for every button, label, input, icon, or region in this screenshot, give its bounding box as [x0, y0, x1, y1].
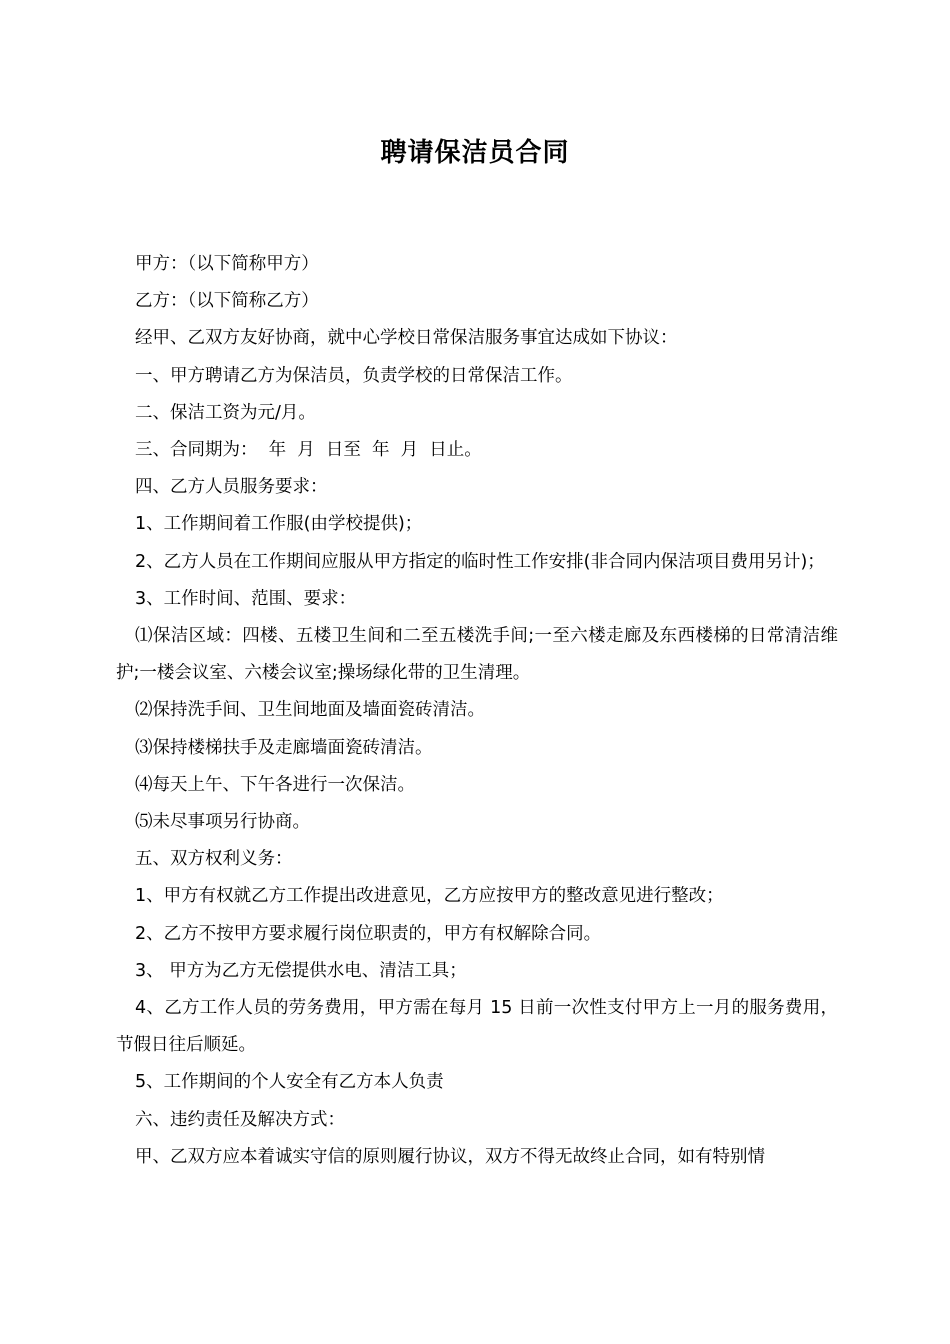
clause-1: 一、甲方聘请乙方为保洁员，负责学校的日常保洁工作。 [135, 365, 573, 386]
clause-4-item-3: 3、工作时间、范围、要求： [135, 588, 357, 609]
clause-5-item-3: 3、 甲方为乙方无偿提供水电、清洁工具； [135, 960, 467, 981]
clause-4-sub-1: ⑴保洁区域：四楼、五楼卫生间和二至五楼洗手间;一至六楼走廊及东西楼梯的日常清洁维护;一楼会议室、六楼会议室;操场绿化带的卫生清理。 [116, 626, 838, 684]
clause-3: 三、合同期为： 年 月 日至 年 月 日止。 [135, 440, 482, 461]
party-b-line: 乙方：（以下简称乙方） [135, 291, 319, 312]
clause-2: 二、保洁工资为元/月。 [135, 402, 316, 423]
clause-5-item-1: 1、甲方有权就乙方工作提出改进意见，乙方应按甲方的整改意见进行整改； [135, 886, 724, 907]
clause-5-item-4: 4、乙方工作人员的劳务费用，甲方需在每月 15 日前一次性支付甲方上一月的服务费用，节假日往后顺延。 [116, 998, 838, 1056]
document-body [116, 246, 838, 1176]
clause-4-item-2: 2、乙方人员在工作期间应服从甲方指定的临时性工作安排(非合同内保洁项目费用另计)； [135, 551, 825, 572]
document-title: 聘请保洁员合同 [380, 138, 570, 168]
clause-5-heading: 五、双方权利义务： [135, 849, 293, 870]
clause-5-item-2: 2、乙方不按甲方要求履行岗位职责的，甲方有权解除合同。 [135, 923, 602, 944]
party-a-line: 甲方：（以下简称甲方） [135, 254, 319, 274]
clause-4-heading: 四、乙方人员服务要求： [135, 477, 328, 498]
clause-4-sub-5: ⑸未尽事项另行协商。 [135, 812, 310, 833]
preamble: 经甲、乙双方友好协商，就中心学校日常保洁服务事宜达成如下协议： [135, 328, 678, 349]
clause-6-text: 甲、乙双方应本着诚实守信的原则履行协议，双方不得无故终止合同，如有特别情 [135, 1146, 765, 1167]
clause-4-sub-2: ⑵保持洗手间、卫生间地面及墙面瓷砖清洁。 [135, 700, 485, 721]
clause-5-item-5: 5、工作期间的个人安全有乙方本人负责 [135, 1072, 444, 1093]
clause-4-item-1: 1、工作期间着工作服(由学校提供)； [135, 514, 423, 535]
clause-4-sub-4: ⑷每天上午、下午各进行一次保洁。 [135, 774, 415, 795]
clause-4-sub-3: ⑶保持楼梯扶手及走廊墙面瓷砖清洁。 [135, 737, 433, 758]
clause-6-heading: 六、违约责任及解决方式： [135, 1109, 345, 1130]
